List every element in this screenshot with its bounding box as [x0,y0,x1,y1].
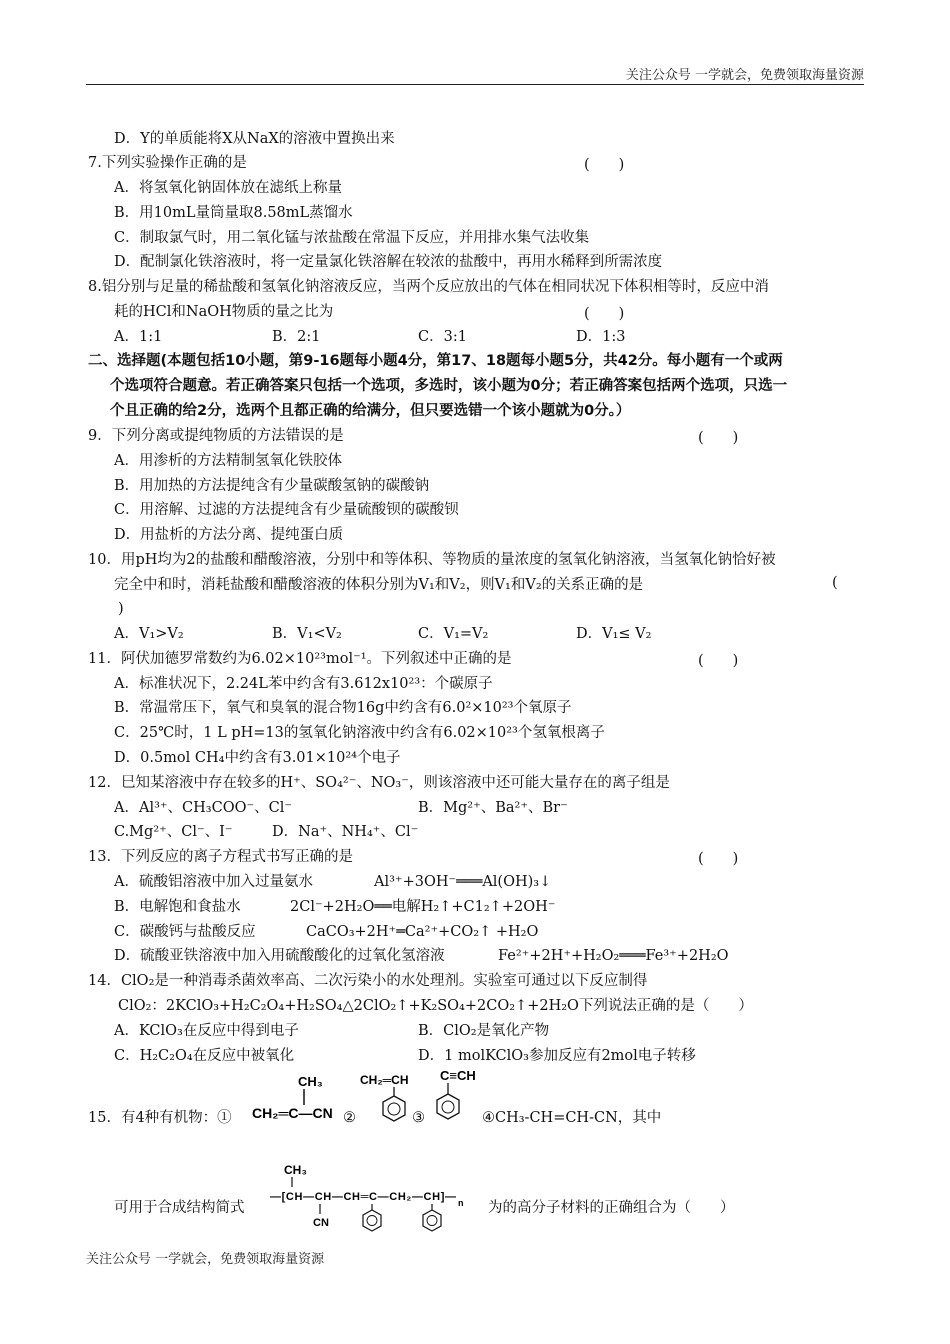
structure-2-vinyl: CH₂═CH [360,1073,409,1087]
q9-answer-paren: ( ) [698,430,739,446]
q15-marker-3: ③ [412,1110,425,1126]
q15-marker-2: ② [343,1110,356,1126]
page-header: 关注公众号 一学就会，免费领取海量资源 [625,68,864,83]
q9-stem: 9．下列分离或提纯物质的方法错误的是 [88,428,344,444]
polymer-main-chain: —[CH—CH—CH═C—CH₂—CH]— [270,1191,456,1203]
q11-option-d: D．0.5mol CH₄中约含有3.01×10²⁴个电子 [114,750,401,766]
q8-option-c: C．3:1 [418,329,467,345]
q9-option-d: D．用盐析的方法分离、提纯蛋白质 [114,527,344,543]
q11-stem: 11．阿伏加德罗常数约为6.02×10²³mol⁻¹。下列叙述中正确的是 [88,651,512,667]
q7-option-d: D．配制氯化铁溶液时，将一定量氯化铁溶解在较浓的盐酸中，再用水稀释到所需浓度 [114,254,663,270]
q13-stem: 13．下列反应的离子方程式书写正确的是 [88,849,353,865]
q13-equation-a: Al³⁺+3OH⁻═══Al(OH)₃↓ [374,874,552,890]
q8-stem-line2: 耗的HCl和NaOH物质的量之比为 [114,304,334,320]
q13-answer-paren: ( ) [698,851,739,867]
q14-option-c: C．H₂C₂O₄在反应中被氧化 [114,1048,295,1064]
q13-equation-d: Fe²⁺+2H⁺+H₂O₂═══Fe³⁺+2H₂O [498,948,729,964]
section2-heading-line3: 个且正确的给2分，选两个且都正确的给满分，但只要选错一个该小题就为0分。） [110,403,631,419]
q8-stem-line1: 8.铝分别与足量的稀盐酸和氢氧化钠溶液反应，当两个反应放出的气体在相同状况下体积相等时，反应中消 [88,279,769,295]
polymer-nitrile: CN [313,1217,329,1229]
q14-option-b: B．ClO₂是氧化产物 [418,1023,550,1039]
q8-answer-paren: ( ) [584,306,625,322]
q14-option-a: A．KClO₃在反应中得到电子 [114,1023,299,1039]
q7-option-b: B．用10mL量筒量取8.58mL蒸馏水 [114,205,353,221]
q10-stem-line2: 完全中和时，消耗盐酸和醋酸溶液的体积分别为V₁和V₂，则V₁和V₂的关系正确的是 [114,577,644,593]
q7-stem: 7.下列实验操作正确的是 [88,155,247,171]
q12-option-d: D．Na⁺、NH₄⁺、Cl⁻ [272,824,419,840]
structure-1-methacrylonitrile [248,1068,350,1130]
section2-heading-line1: 二、选择题(本题包括10小题，第9-16题每小题4分，第17、18题每小题5分，共42分。每小题有一个或两 [88,353,783,369]
q8-option-b: B．2:1 [272,329,321,345]
q14-option-d: D．1 molKClO₃参加反应有2mol电子转移 [418,1048,696,1064]
q9-option-a: A．用渗析的方法精制氢氧化铁胶体 [114,453,342,469]
q11-answer-paren: ( ) [698,653,739,669]
q7-option-c: C．制取氯气时，用二氧化锰与浓盐酸在常温下反应，并用排水集气法收集 [114,230,590,246]
q12-option-a: A．Al³⁺、CH₃COO⁻、Cl⁻ [114,800,293,816]
q12-option-b: B．Mg²⁺、Ba²⁺、Br⁻ [418,800,568,816]
q10-option-c: C．V₁=V₂ [418,626,489,642]
q14-stem-line1: 14．ClO₂是一种消毒杀菌效率高、二次污染小的水处理剂。实验室可通过以下反应制得 [88,973,648,989]
q14-stem-line2: ClO₂：2KClO₃+H₂C₂O₄+H₂SO₄△2ClO₂↑+K₂SO₄+2CO₂↑+2H₂O下列说法正确的是（ ） [118,998,753,1014]
q15-stem-line2: 可用于合成结构简式 [114,1200,245,1216]
header-rule [86,84,864,85]
q6-option-d: D．Y的单质能将X从NaX的溶液中置换出来 [114,131,395,147]
q15-stem-tail: 为的高分子材料的正确组合为（ ） [488,1200,735,1216]
q13-equation-b: 2Cl⁻+2H₂O══电解H₂↑+C1₂↑+2OH⁻ [290,899,556,915]
structure-2-styrene [356,1068,416,1134]
q11-option-b: B．常温常压下，氧气和臭氧的混合物16g中约含有6.0²×10²³个氧原子 [114,700,572,716]
q13-option-d: D．硫酸亚铁溶液中加入用硫酸酸化的过氧化氢溶液 [114,948,445,964]
q7-option-a: A．将氢氧化钠固体放在滤纸上称量 [114,180,342,196]
section2-heading-line2: 个选项符合题意。若正确答案只包括一个选项，多选时，该小题为0分；若正确答案包括两个选项，只选一 [110,378,788,394]
q10-option-b: B．V₁<V₂ [272,626,342,642]
polymer-subscript: n [458,1198,464,1208]
structure-3-phenylacetylene [428,1062,488,1132]
q11-option-a: A．标准状况下，2.24L苯中约含有3.612x10²³：个碳原子 [114,676,493,692]
page-footer: 关注公众号 一学就会，免费领取海量资源 [86,1252,325,1267]
q8-option-a: A．1:1 [114,329,163,345]
q13-option-a: A．硫酸铝溶液中加入过量氨水 [114,874,313,890]
q10-answer-paren-open: ( [832,575,838,591]
q9-option-b: B．用加热的方法提纯含有少量碳酸氢钠的碳酸钠 [114,478,430,494]
q13-equation-c: CaCO₃+2H⁺═Ca²⁺+CO₂↑ +H₂O [306,924,539,940]
q13-option-c: C．碳酸钙与盐酸反应 [114,924,256,940]
q9-option-c: C．用溶解、过滤的方法提纯含有少量硫酸钡的碳酸钡 [114,502,459,518]
q7-answer-paren: ( ) [584,157,625,173]
structure-1-main: CH₂═C—CN [252,1105,333,1121]
q15-marker-4: ④CH₃-CH=CH-CN，其中 [482,1110,662,1126]
q13-option-b: B．电解饱和食盐水 [114,899,241,915]
q10-option-d: D．V₁≤ V₂ [576,626,652,642]
q11-option-c: C．25℃时，1 L pH=13的氢氧化钠溶液中约含有6.02×10²³个氢氧根离子 [114,725,605,741]
q10-answer-paren-close: ) [118,601,124,617]
q12-option-c: C.Mg²⁺、Cl⁻、I⁻ [114,824,233,840]
structure-1-methyl: CH₃ [298,1074,323,1089]
polymer-structure [268,1156,468,1242]
q10-stem-line1: 10．用pH均为2的盐酸和醋酸溶液，分别中和等体积、等物质的量浓度的氢氧化钠溶液，当氢氧化钠恰好被 [88,552,776,568]
q12-stem: 12．巳知某溶液中存在较多的H⁺、SO₄²⁻、NO₃⁻，则该溶液中还可能大量存在的离子组是 [88,775,670,791]
q15-stem: 15．有4种有机物：① [88,1110,232,1126]
q10-option-a: A．V₁>V₂ [114,626,184,642]
structure-3-ethynyl: C≡CH [440,1068,476,1083]
q8-option-d: D．1:3 [576,329,626,345]
polymer-methyl: CH₃ [284,1163,307,1177]
